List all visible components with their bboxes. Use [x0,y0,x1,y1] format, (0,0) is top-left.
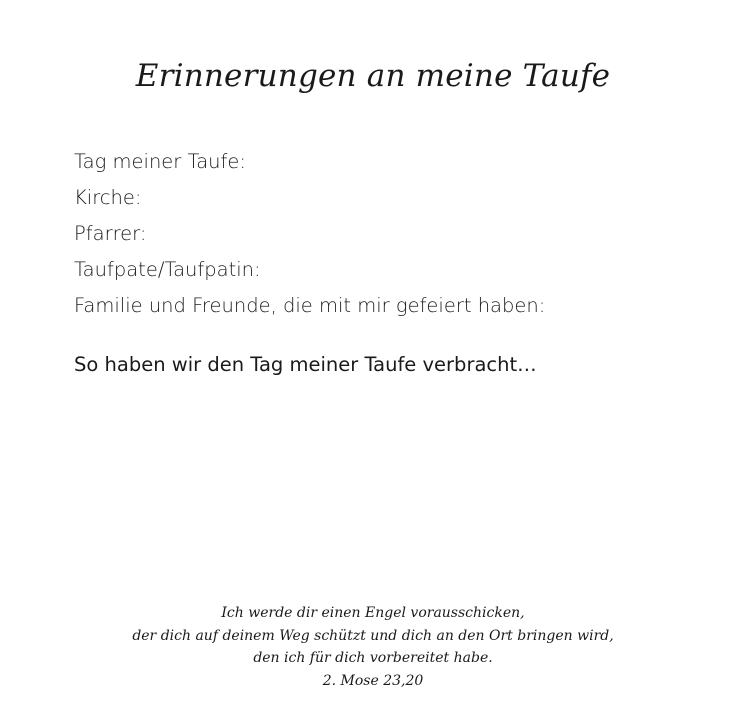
verse-line: Ich werde dir einen Engel vorausschicken, [221,605,525,621]
closing-line: So haben wir den Tag meiner Taufe verbracht… [74,353,537,376]
bible-verse [0,602,746,692]
verse-reference: 2. Mose 23,20 [322,672,424,689]
verse-line: der dich auf deinem Weg schützt und dich an den Ort bringen wird, [132,627,614,644]
field-list [74,146,694,326]
field-baptism-date-label: Tag meiner Taufe: [74,150,246,173]
field-family-friends-label: Familie und Freunde, die mit mir gefeiert haben: [74,294,546,317]
field-pastor-label: Pfarrer: [74,222,147,245]
verse-line: den ich für dich vorbereitet habe. [253,650,493,666]
field-church-label: Kirche: [74,186,142,209]
field-godparent-label: Taufpate/Taufpatin: [74,258,261,281]
page-title: Erinnerungen an meine Taufe [135,58,611,94]
